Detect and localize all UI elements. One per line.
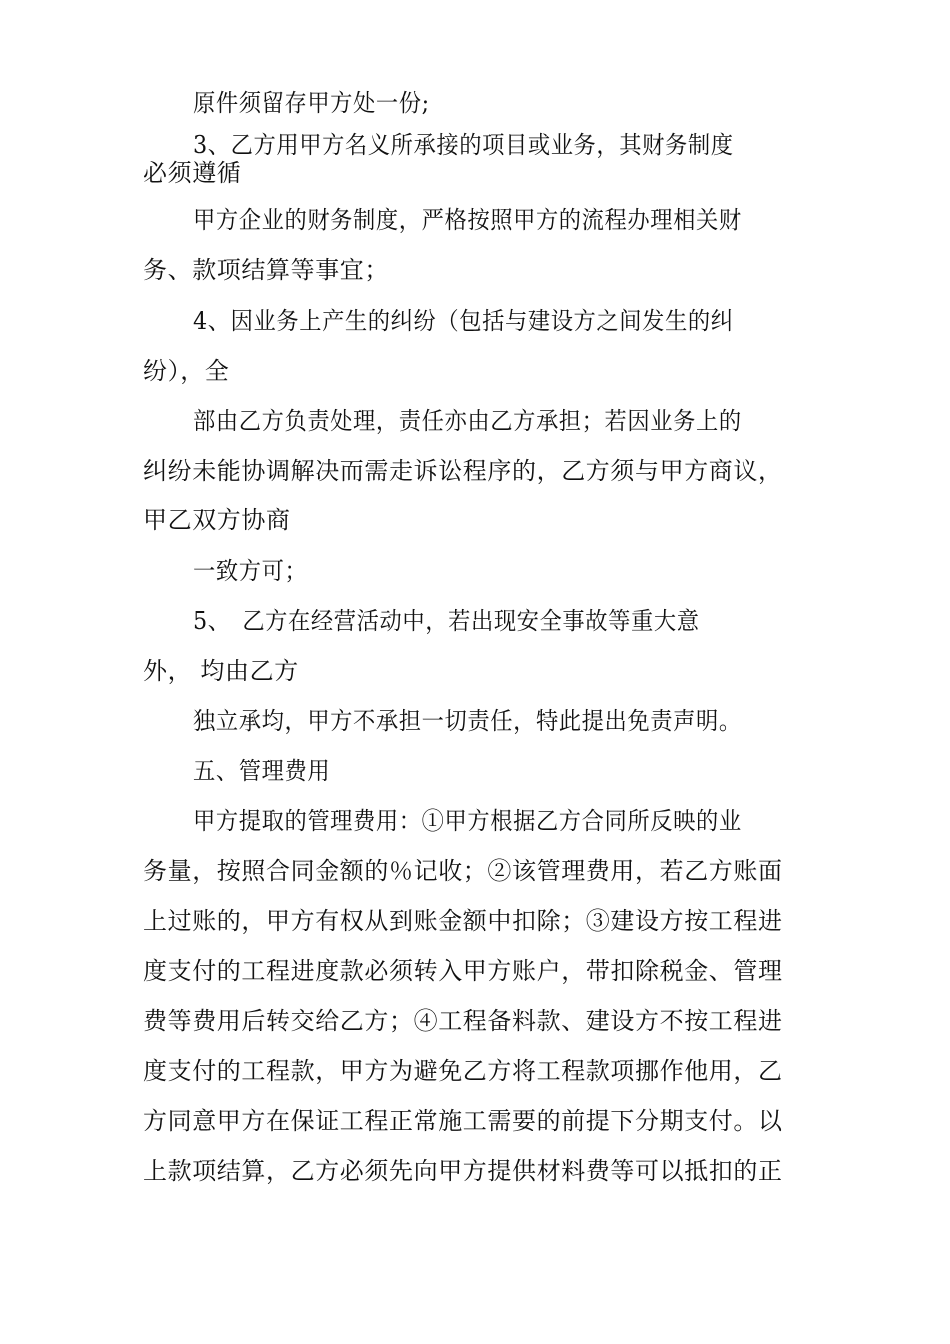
management-fees-line-3: 上过账的，甲方有权从到账金额中扣除；③建设方按工程进 xyxy=(143,907,783,935)
management-fees-line-7: 方同意甲方在保证工程正常施工需要的前提下分期支付。以 xyxy=(143,1107,783,1135)
management-fees-line-6: 度支付的工程款，甲方为避免乙方将工程款项挪作他用，乙 xyxy=(143,1057,783,1085)
clause-5-line-2: 外， 均由乙方 xyxy=(143,657,299,685)
management-fees-line-4: 度支付的工程进度款必须转入甲方账户，带扣除税金、管理 xyxy=(143,957,783,985)
clause-4-line-3: 部由乙方负责处理，责任亦由乙方承担；若因业务上的 xyxy=(193,407,742,435)
clause-5-line-1: 5、 乙方在经营活动中，若出现安全事故等重大意 xyxy=(193,607,700,635)
clause-4-line-2: 纷），全 xyxy=(143,357,230,385)
management-fees-line-8: 上款项结算，乙方必须先向甲方提供材料费等可以抵扣的正 xyxy=(143,1157,783,1185)
clause-4-line-4: 纠纷未能协调解决而需走诉讼程序的，乙方须与甲方商议， xyxy=(143,457,783,485)
management-fees-line-5: 费等费用后转交给乙方；④工程备料款、建设方不按工程进 xyxy=(143,1007,783,1035)
section-heading-management-fees: 五、管理费用 xyxy=(193,757,331,785)
clause-4-line-6: 一致方可； xyxy=(193,557,308,585)
clause-3-line-2: 必须遵循 xyxy=(143,159,242,187)
management-fees-line-1: 甲方提取的管理费用：①甲方根据乙方合同所反映的业 xyxy=(193,807,742,835)
clause-4-line-1: 4、因业务上产生的纠纷（包括与建设方之间发生的纠 xyxy=(193,307,734,335)
clause-3-line-4: 务、款项结算等事宜； xyxy=(143,256,389,284)
clause-4-line-5: 甲乙双方协商 xyxy=(143,506,291,534)
management-fees-line-2: 务量，按照合同金额的％记收；②该管理费用，若乙方账面 xyxy=(143,857,783,885)
clause-3-line-3: 甲方企业的财务制度，严格按照甲方的流程办理相关财 xyxy=(193,206,742,234)
paragraph-line-original-copy: 原件须留存甲方处一份; xyxy=(193,89,430,117)
clause-5-line-3: 独立承均，甲方不承担一切责任，特此提出免责声明。 xyxy=(193,707,742,735)
clause-3-line-1: 3、乙方用甲方名义所承接的项目或业务，其财务制度 xyxy=(193,131,734,159)
